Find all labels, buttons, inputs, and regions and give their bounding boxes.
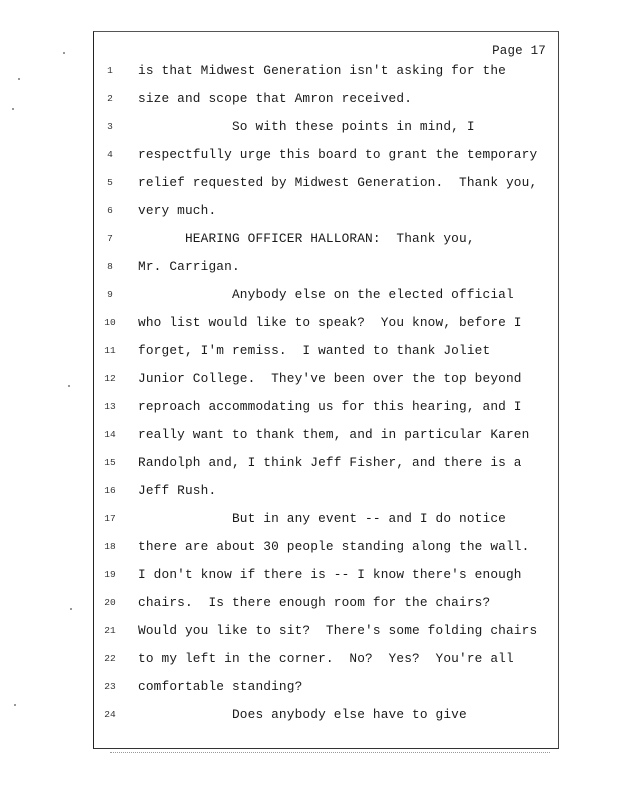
- line-text: Would you like to sit? There's some folding chairs: [138, 623, 538, 638]
- line-text: Does anybody else have to give: [138, 707, 467, 722]
- transcript-line: [0, 650, 618, 678]
- transcript-line: [0, 454, 618, 482]
- line-number: 10: [104, 317, 116, 328]
- line-text: Junior College. They've been over the top beyond: [138, 371, 522, 386]
- line-text: Anybody else on the elected official: [138, 287, 514, 302]
- line-number: 15: [104, 457, 116, 468]
- transcript-line: [0, 62, 618, 90]
- line-number: 19: [104, 569, 116, 580]
- line-number: 18: [104, 541, 116, 552]
- transcript-line: [0, 258, 618, 286]
- line-text: relief requested by Midwest Generation. Thank you,: [138, 175, 538, 190]
- line-number: 13: [104, 401, 116, 412]
- line-number: 12: [104, 373, 116, 384]
- transcript-line: [0, 90, 618, 118]
- line-text: is that Midwest Generation isn't asking for the: [138, 63, 506, 78]
- transcript-line: [0, 118, 618, 146]
- scan-bottom-edge: [110, 752, 550, 753]
- scan-speck: [68, 385, 70, 387]
- transcript-line: [0, 678, 618, 706]
- transcript-line: [0, 342, 618, 370]
- line-text: So with these points in mind, I: [138, 119, 475, 134]
- page-number: Page 17: [492, 44, 546, 58]
- line-text: chairs. Is there enough room for the chairs?: [138, 595, 491, 610]
- transcript-line: [0, 426, 618, 454]
- scan-speck: [18, 78, 20, 80]
- line-text: respectfully urge this board to grant the temporary: [138, 147, 538, 162]
- transcript-line: [0, 202, 618, 230]
- line-number: 21: [104, 625, 116, 636]
- scan-speck: [70, 608, 72, 610]
- transcript-line: [0, 706, 618, 734]
- line-number: 22: [104, 653, 116, 664]
- line-number: 4: [107, 149, 113, 160]
- line-number: 1: [107, 65, 113, 76]
- line-text: reproach accommodating us for this hearing, and I: [138, 399, 522, 414]
- line-text: who list would like to speak? You know, before I: [138, 315, 522, 330]
- line-number: 17: [104, 513, 116, 524]
- line-text: HEARING OFFICER HALLORAN: Thank you,: [138, 231, 475, 246]
- line-text: size and scope that Amron received.: [138, 91, 413, 106]
- line-number: 9: [107, 289, 113, 300]
- line-number: 14: [104, 429, 116, 440]
- line-text: there are about 30 people standing along the wall.: [138, 539, 530, 554]
- transcript-line: [0, 314, 618, 342]
- transcript-line: [0, 510, 618, 538]
- line-text: to my left in the corner. No? Yes? You're all: [138, 651, 514, 666]
- line-text: But in any event -- and I do notice: [138, 511, 506, 526]
- line-number: 3: [107, 121, 113, 132]
- transcript-line: [0, 174, 618, 202]
- transcript-line: [0, 482, 618, 510]
- line-text: forget, I'm remiss. I wanted to thank Joliet: [138, 343, 491, 358]
- scan-speck: [14, 704, 16, 706]
- line-number: 2: [107, 93, 113, 104]
- line-number: 11: [104, 345, 116, 356]
- scan-speck: [63, 52, 65, 54]
- line-text: Randolph and, I think Jeff Fisher, and there is a: [138, 455, 522, 470]
- line-number: 5: [107, 177, 113, 188]
- line-text: Mr. Carrigan.: [138, 259, 240, 274]
- line-number: 20: [104, 597, 116, 608]
- transcript-line: [0, 286, 618, 314]
- transcript-line: [0, 370, 618, 398]
- transcript-line: [0, 146, 618, 174]
- scan-speck: [12, 108, 14, 110]
- line-text: comfortable standing?: [138, 679, 303, 694]
- line-number: 8: [107, 261, 113, 272]
- line-text: really want to thank them, and in particular Karen: [138, 427, 530, 442]
- line-number: 6: [107, 205, 113, 216]
- transcript-line: [0, 230, 618, 258]
- line-number: 24: [104, 709, 116, 720]
- line-text: I don't know if there is -- I know there's enough: [138, 567, 522, 582]
- transcript-line: [0, 594, 618, 622]
- transcript-line: [0, 622, 618, 650]
- transcript-line: [0, 566, 618, 594]
- line-number: 23: [104, 681, 116, 692]
- line-text: Jeff Rush.: [138, 483, 217, 498]
- line-number: 7: [107, 233, 113, 244]
- transcript-line: [0, 398, 618, 426]
- line-text: very much.: [138, 203, 217, 218]
- transcript-line: [0, 538, 618, 566]
- line-number: 16: [104, 485, 116, 496]
